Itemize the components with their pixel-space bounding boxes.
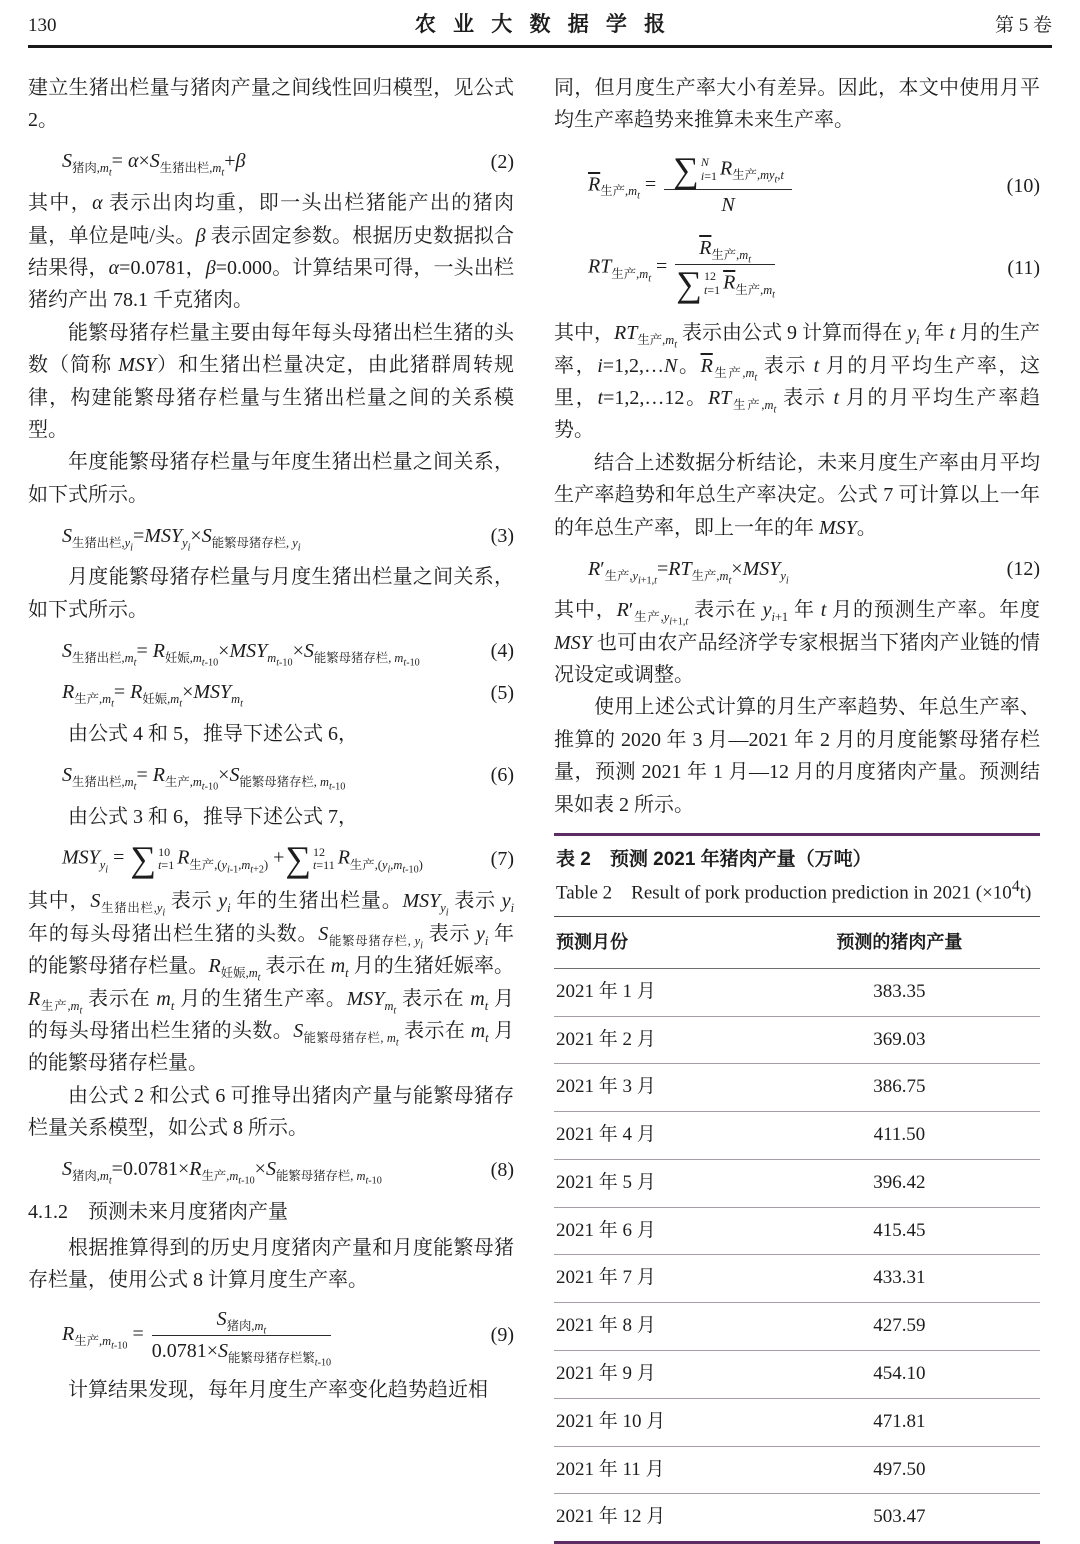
left-column	[28, 72, 514, 1544]
month-cell: 2021 年 4 月	[554, 1112, 759, 1160]
volume-label: 第 5 卷	[994, 15, 1052, 36]
formula: $S_{生猪出栏,y_i}=MSY_{y_i}\times S_{能繁母猪存栏, y_i}$	[62, 524, 301, 554]
equation-number: (8)	[490, 1158, 514, 1181]
month-cell: 2021 年 7 月	[554, 1255, 759, 1303]
right-column	[554, 72, 1040, 1544]
paragraph: 其中，α 表示出肉均重，即一头出栏猪能产出的猪肉量，单位是吨/头。β 表示固定参数。根据历史数据拟合结果得，α=0.0781，β=0.000。计算结果可得，一头出栏猪约产出 78.1 千克猪肉。	[28, 192, 515, 312]
paragraph: 建立生猪出栏量与猪肉产量之间线性回归模型，见公式 2。	[28, 77, 514, 132]
table-row	[554, 1446, 1040, 1494]
month-cell: 2021 年 10 月	[554, 1398, 759, 1446]
paragraph: 月度能繁母猪存栏量与月度生猪出栏量之间关系，如下式所示。	[28, 566, 514, 621]
formula: $R_{生产,m_{t-10}}$ = $\frac{S_{猪肉,m_t}}{0.0781\times S_{能繁母猪存栏繁_{t-10}}}$	[62, 1307, 332, 1369]
table-row	[554, 1112, 1040, 1160]
equation-number: (4)	[490, 640, 514, 663]
table-row	[554, 1351, 1040, 1399]
table-row	[554, 1016, 1040, 1064]
page-number: 130	[28, 15, 57, 36]
table-row	[554, 1207, 1040, 1255]
equation-number: (5)	[490, 681, 514, 704]
equation-3	[28, 520, 514, 552]
value-cell: 396.42	[759, 1159, 1040, 1207]
header-rule	[28, 45, 1052, 48]
value-cell: 411.50	[759, 1112, 1040, 1160]
equation-11	[554, 235, 1040, 304]
paragraph: 由公式 3 和 6，推导下述公式 7，	[68, 805, 358, 828]
equation-number: (7)	[490, 848, 514, 871]
month-cell: 2021 年 12 月	[554, 1494, 759, 1541]
running-head	[28, 8, 1052, 42]
formula: $S_{猪肉,m_t}=0.0781\times R_{生产,m_{t-10}}\times S_{能繁母猪存栏, m_{t-10}}$	[62, 1158, 382, 1187]
equation-number: (3)	[490, 525, 514, 548]
equation-4	[28, 635, 514, 667]
equation-5	[28, 677, 514, 709]
month-cell: 2021 年 3 月	[554, 1064, 759, 1112]
formula: $R_{生产,m_t}= R_{妊娠,m_t}\times MSY_{m_t}$	[62, 681, 243, 710]
equation-number: (12)	[1006, 557, 1040, 580]
paragraph: 其中，$RT_{生产,m_t}$ 表示由公式 9 计算而得在 $y_i$ 年 t 月的生产率，i=1,2,…N。$\overline{R}_{生产,m_t}$ 表示 t 月的月平均生产率，这里，t=1,2,…12。$RT_{生产,m_t}$ 表示 t 月的月平均生产率趋势。	[554, 322, 1041, 442]
formula: $S_{生猪出栏,m_t}= R_{妊娠,m_{t-10}}\times MSY_{m_{t-10}}\times S_{能繁母猪存栏, m_{t-10}}$	[62, 639, 420, 669]
formula: $S_{猪肉,m_t}= \alpha\times S_{生猪出栏,m_t}+\beta$	[62, 150, 246, 179]
table-row	[554, 1303, 1040, 1351]
column-header-month: 预测月份	[554, 916, 759, 968]
paragraph: 其中，$R'_{生产,y_{i+1,t}}$ 表示在 $y_{i+1}$ 年 t 月的预测生产率。年度 MSY 也可由农产品经济学专家根据当下猪肉产业链的情况设定或调整。	[554, 599, 1041, 687]
paragraph: 计算结果发现，每年月度生产率变化趋势趋近相	[68, 1378, 488, 1401]
value-cell: 471.81	[759, 1398, 1040, 1446]
value-cell: 369.03	[759, 1016, 1040, 1064]
paragraph: 根据推算得到的历史月度猪肉产量和月度能繁母猪存栏量，使用公式 8 计算月度生产率。	[28, 1236, 514, 1292]
table-row	[554, 968, 1040, 1016]
table-2	[554, 833, 1040, 1544]
paragraph: 其中，$S_{生猪出栏,y_i}$ 表示 $y_i$ 年的生猪出栏量。$MSY_{y_i}$ 表示 $y_i$ 年的每头母猪出栏生猪的头数。$S_{能繁母猪存栏, y_i}$ 表示 $y_i$ 年的能繁母猪存栏量。$R_{妊娠,m_t}$ 表示在 $m_t$ 月的生猪妊娠率。$R_{生产,m_t}$ 表示在 $m_t$ 月的生猪生产率。$MSY_{m_t}$ 表示在 $m_t$ 月的每头母猪出栏生猪的头数。$S_{能繁母猪存栏, m_t}$ 表示在 $m_t$ 月的能繁母猪存栏量。	[28, 890, 515, 1075]
equation-12	[554, 553, 1040, 585]
table-row	[554, 1159, 1040, 1207]
month-cell: 2021 年 9 月	[554, 1351, 759, 1399]
month-cell: 2021 年 5 月	[554, 1159, 759, 1207]
equation-number: (10)	[1006, 174, 1040, 197]
value-cell: 503.47	[759, 1494, 1040, 1541]
month-cell: 2021 年 2 月	[554, 1016, 759, 1064]
formula: $MSY_{y_i}$ = ∑ 10 t=1 $R_{生产,(y_{i-1},m_{t+2})}$ + ∑ 12 t=11 $R_{生产,(y_i,m_{t-10})}$	[62, 839, 423, 880]
value-cell: 427.59	[759, 1303, 1040, 1351]
equation-9	[28, 1306, 514, 1369]
paragraph: 使用上述公式计算的月生产率趋势、年总生产率、推算的 2020 年 3 月—2021 年 2 月的月度能繁母猪存栏量，预测 2021 年 1 月—12 月的月度猪肉产量。预测结果如表 2 所示。	[554, 696, 1040, 816]
equation-10	[554, 149, 1040, 219]
journal-title: 农业大数据学报	[414, 13, 683, 36]
equation-7	[28, 839, 514, 880]
value-cell: 386.75	[759, 1064, 1040, 1112]
section-heading-4-1-2: 4.1.2 预测未来月度猪肉产量	[28, 1200, 288, 1223]
paragraph: 结合上述数据分析结论，未来月度生产率由月平均生产率趋势和年总生产率决定。公式 7 可计算以上一年的年总生产率，即上一年的年 MSY。	[554, 451, 1040, 539]
month-cell: 2021 年 8 月	[554, 1303, 759, 1351]
value-cell: 497.50	[759, 1446, 1040, 1494]
value-cell: 433.31	[759, 1255, 1040, 1303]
table-row	[554, 1494, 1040, 1541]
table-row	[554, 1398, 1040, 1446]
paragraph: 年度能繁母猪存栏量与年度生猪出栏量之间关系，如下式所示。	[28, 451, 514, 506]
two-column-body	[28, 72, 1052, 1544]
formula: $R'_{生产,y_{i+1,t}}=RT_{生产,m_t}\times MSY_{y_i}$	[588, 557, 789, 587]
formula: $RT_{生产,m_t}$ = $\overline{R}_{生产,m_t}$ ∑ 12 t=1 $\overline{R}_{生产,m_t}$	[588, 236, 775, 304]
equation-2	[28, 146, 514, 178]
paragraph: 由公式 2 和公式 6 可推导出猪肉产量与能繁母猪存栏量关系模型，如公式 8 所示。	[28, 1084, 514, 1140]
table-header-row	[554, 916, 1040, 968]
column-header-value: 预测的猪肉产量	[759, 916, 1040, 968]
table-row	[554, 1255, 1040, 1303]
paragraph: 由公式 4 和 5，推导下述公式 6，	[68, 723, 358, 746]
formula: $\overline{R}_{生产,m_t}$ = ∑ N i=1 $R_{生产,my_t,t}$ N	[554, 153, 994, 219]
value-cell: 454.10	[759, 1351, 1040, 1399]
equation-number: (2)	[490, 150, 514, 173]
value-cell: 415.45	[759, 1207, 1040, 1255]
paragraph: 能繁母猪存栏量主要由每年每头母猪出栏生猪的头数（简称 MSY）和生猪出栏量决定，由此猪群周转规律，构建能繁母猪存栏量与生猪出栏量之间的关系模型。	[28, 321, 515, 441]
month-cell: 2021 年 1 月	[556, 980, 656, 1002]
paragraph: 同，但月度生产率大小有差异。因此，本文中使用月平均生产率趋势来推算未来生产率。	[554, 77, 1040, 132]
table-2-caption-cn: 表 2 预测 2021 年猪肉产量（万吨）	[556, 849, 872, 871]
month-cell: 2021 年 11 月	[554, 1446, 759, 1494]
equation-8	[28, 1154, 514, 1186]
equation-number: (6)	[490, 764, 514, 787]
equation-6	[28, 759, 514, 791]
formula: $S_{生猪出栏,m_t}= R_{生产,m_{t-10}}\times S_{能繁母猪存栏, m_{t-10}}$	[62, 764, 346, 793]
pork-prediction-table	[554, 916, 1040, 1541]
equation-number: (9)	[490, 1323, 514, 1346]
table-2-caption-en: Table 2 Result of pork production prediction in 2021 $(\times 10^4t)$	[556, 877, 1032, 904]
month-cell: 2021 年 6 月	[554, 1207, 759, 1255]
value-cell: 383.35	[873, 980, 926, 1002]
table-row	[554, 1064, 1040, 1112]
equation-number: (11)	[1007, 256, 1040, 279]
